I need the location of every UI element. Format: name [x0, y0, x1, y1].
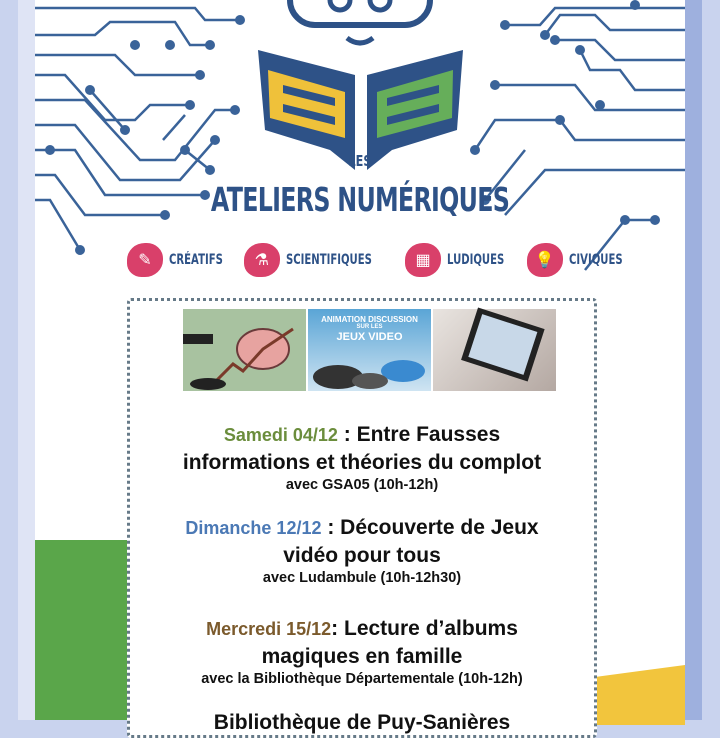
event-date: Dimanche 12/12 — [185, 518, 322, 538]
events-box — [127, 298, 597, 738]
category-ludiques — [405, 243, 527, 277]
event-title-cont: vidéo pour tous — [283, 544, 441, 567]
right-border — [685, 0, 702, 720]
logo-title: ATELIERS NUMÉRIQUES — [210, 180, 510, 219]
image-caption: ANIMATION DISCUSSION — [321, 315, 418, 324]
event-title-cont: magiques en famille — [261, 645, 463, 668]
left-border — [18, 0, 35, 720]
location — [130, 709, 594, 736]
green-corner-shape — [35, 540, 130, 720]
category-label: CRÉATIFS — [169, 252, 223, 268]
event-date: Mercredi 15/12 — [206, 619, 332, 639]
event-2 — [130, 514, 594, 587]
flask-icon: ⚗ — [244, 243, 280, 277]
separator: : — [331, 617, 344, 640]
image-strip — [183, 309, 556, 391]
brain-magic-image — [183, 309, 306, 391]
tablet-ar-image — [433, 309, 556, 391]
image-caption: SUR LES — [356, 324, 383, 330]
event-3 — [130, 615, 594, 688]
event-1 — [130, 421, 594, 494]
arcade-icon: ▦ — [405, 243, 441, 277]
category-creatifs — [127, 243, 244, 277]
event-host: avec Ludambule (10h-12h30) — [262, 570, 462, 586]
robot-book-icon — [258, 0, 463, 170]
image-caption: JEUX VIDEO — [336, 331, 403, 343]
logo-les: LES — [348, 152, 372, 170]
event-host: avec la Bibliothèque Départementale (10h-12h) — [201, 671, 523, 687]
separator: : — [337, 423, 357, 446]
yellow-corner-shape — [595, 665, 685, 725]
pencil-ruler-icon: ✎ — [127, 243, 163, 277]
event-title: Entre Fausses — [356, 423, 501, 446]
category-label: CIVIQUES — [568, 252, 623, 268]
event-title: Lecture d’albums — [344, 617, 518, 640]
event-host: avec GSA05 (10h-12h) — [285, 477, 439, 493]
category-label: LUDIQUES — [447, 252, 505, 268]
separator: : — [321, 516, 341, 539]
poster — [35, 0, 685, 734]
event-date: Samedi 04/12 — [223, 425, 338, 445]
category-label: SCIENTIFIQUES — [285, 252, 372, 268]
lightbulb-icon: 💡 — [527, 243, 563, 277]
event-title-cont: informations et théories du complot — [182, 451, 542, 474]
event-title: Découverte de Jeux — [340, 516, 539, 539]
category-scientifiques — [244, 243, 405, 277]
video-games-image — [308, 309, 431, 391]
category-civiques — [527, 243, 643, 277]
category-row — [127, 243, 623, 277]
location-name: Bibliothèque de Puy-Sanières — [213, 711, 511, 734]
